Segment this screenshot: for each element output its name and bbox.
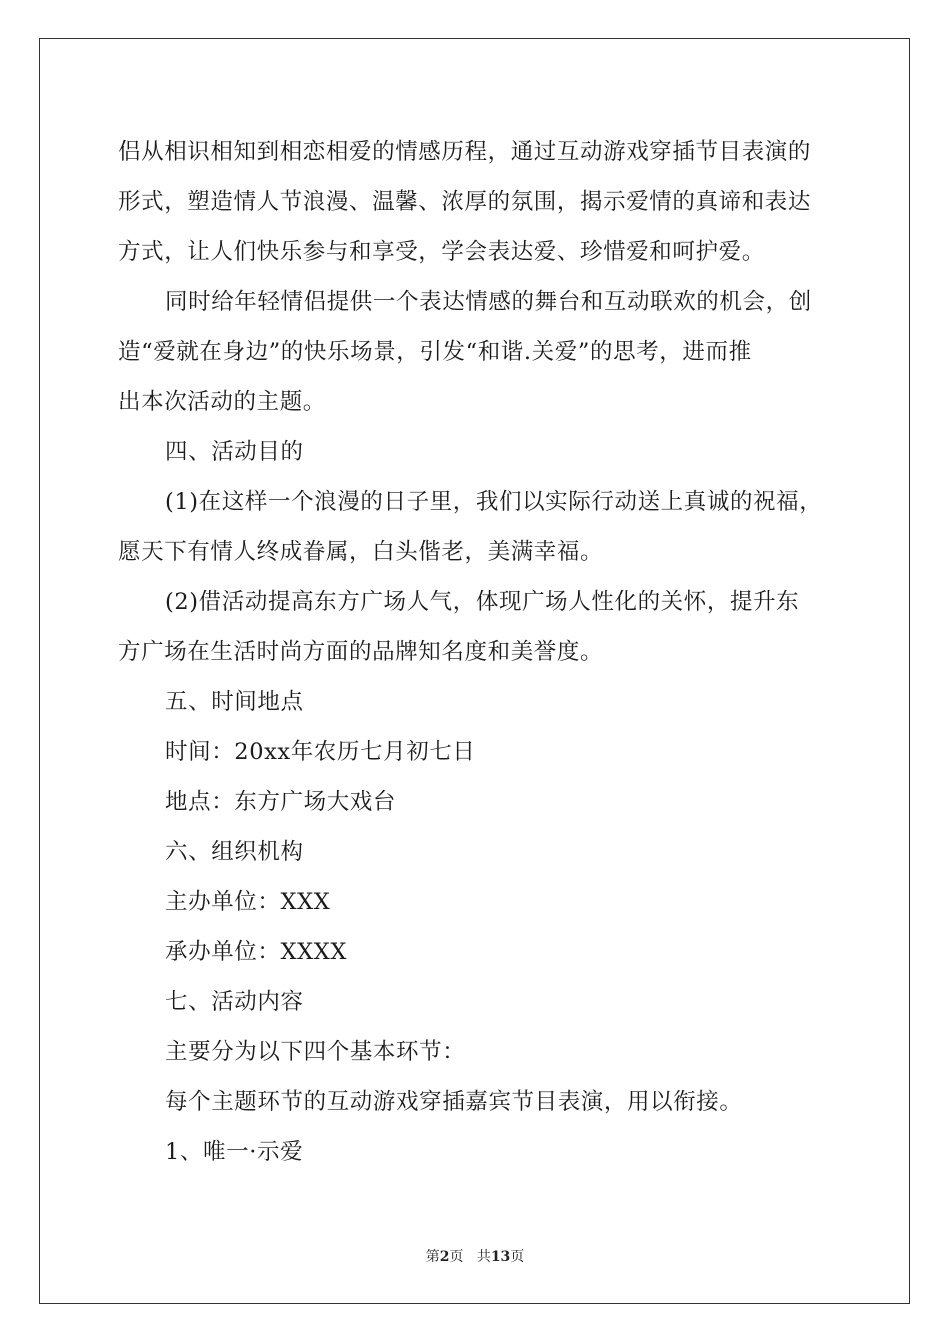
footer-total-prefix: 共: [476, 1249, 491, 1265]
text-line: 主要分为以下四个基本环节：: [165, 1039, 466, 1065]
footer-page-suffix: 页: [449, 1249, 464, 1265]
text-line: 侣从相识相知到相恋相爱的情感历程，通过互动游戏穿插节目表演的: [118, 139, 812, 165]
section-heading: 四、活动目的: [165, 439, 304, 465]
section-heading: 五、时间地点: [165, 689, 304, 715]
text-line: (1)在这样一个浪漫的日子里，我们以实际行动送上真诚的祝福，: [165, 489, 823, 515]
text-line: 地点：东方广场大戏台: [165, 789, 397, 815]
footer-page-prefix: 第: [425, 1249, 440, 1265]
text-line: 同时给年轻情侣提供一个表达情感的舞台和互动联欢的机会，创: [165, 289, 812, 315]
footer-page-number: 2: [439, 1249, 450, 1265]
document-body: [118, 127, 834, 1177]
text-line: 每个主题环节的互动游戏穿插嘉宾节目表演，用以衔接。: [165, 1089, 743, 1115]
section-heading: 六、组织机构: [165, 839, 304, 865]
text-line: 时间：20xx年农历七月初七日: [165, 739, 476, 765]
text-line: 出本次活动的主题。: [118, 389, 326, 415]
text-line: 方广场在生活时尚方面的品牌知名度和美誉度。: [118, 639, 604, 665]
subsection-heading: 1、唯一·示爱: [165, 1139, 304, 1165]
text-line: 愿天下有情人终成眷属，白头偕老，美满幸福。: [118, 539, 604, 565]
text-line: 方式，让人们快乐参与和享受，学会表达爱、珍惜爱和呵护爱。: [118, 239, 765, 265]
text-line: 主办单位：XXX: [165, 889, 331, 915]
footer-total-pages: 13: [490, 1249, 511, 1265]
page-footer: [0, 1246, 950, 1266]
text-line: 承办单位：XXXX: [165, 939, 347, 965]
text-line: 造“爱就在身边”的快乐场景，引发“和谐.关爱”的思考，进而推: [118, 339, 752, 365]
text-line: (2)借活动提高东方广场人气，体现广场人性化的关怀，提升东: [165, 589, 800, 615]
text-line: 形式，塑造情人节浪漫、温馨、浓厚的氛围，揭示爱情的真谛和表达: [118, 189, 812, 215]
section-heading: 七、活动内容: [165, 989, 304, 1015]
footer-total-suffix: 页: [510, 1249, 525, 1265]
